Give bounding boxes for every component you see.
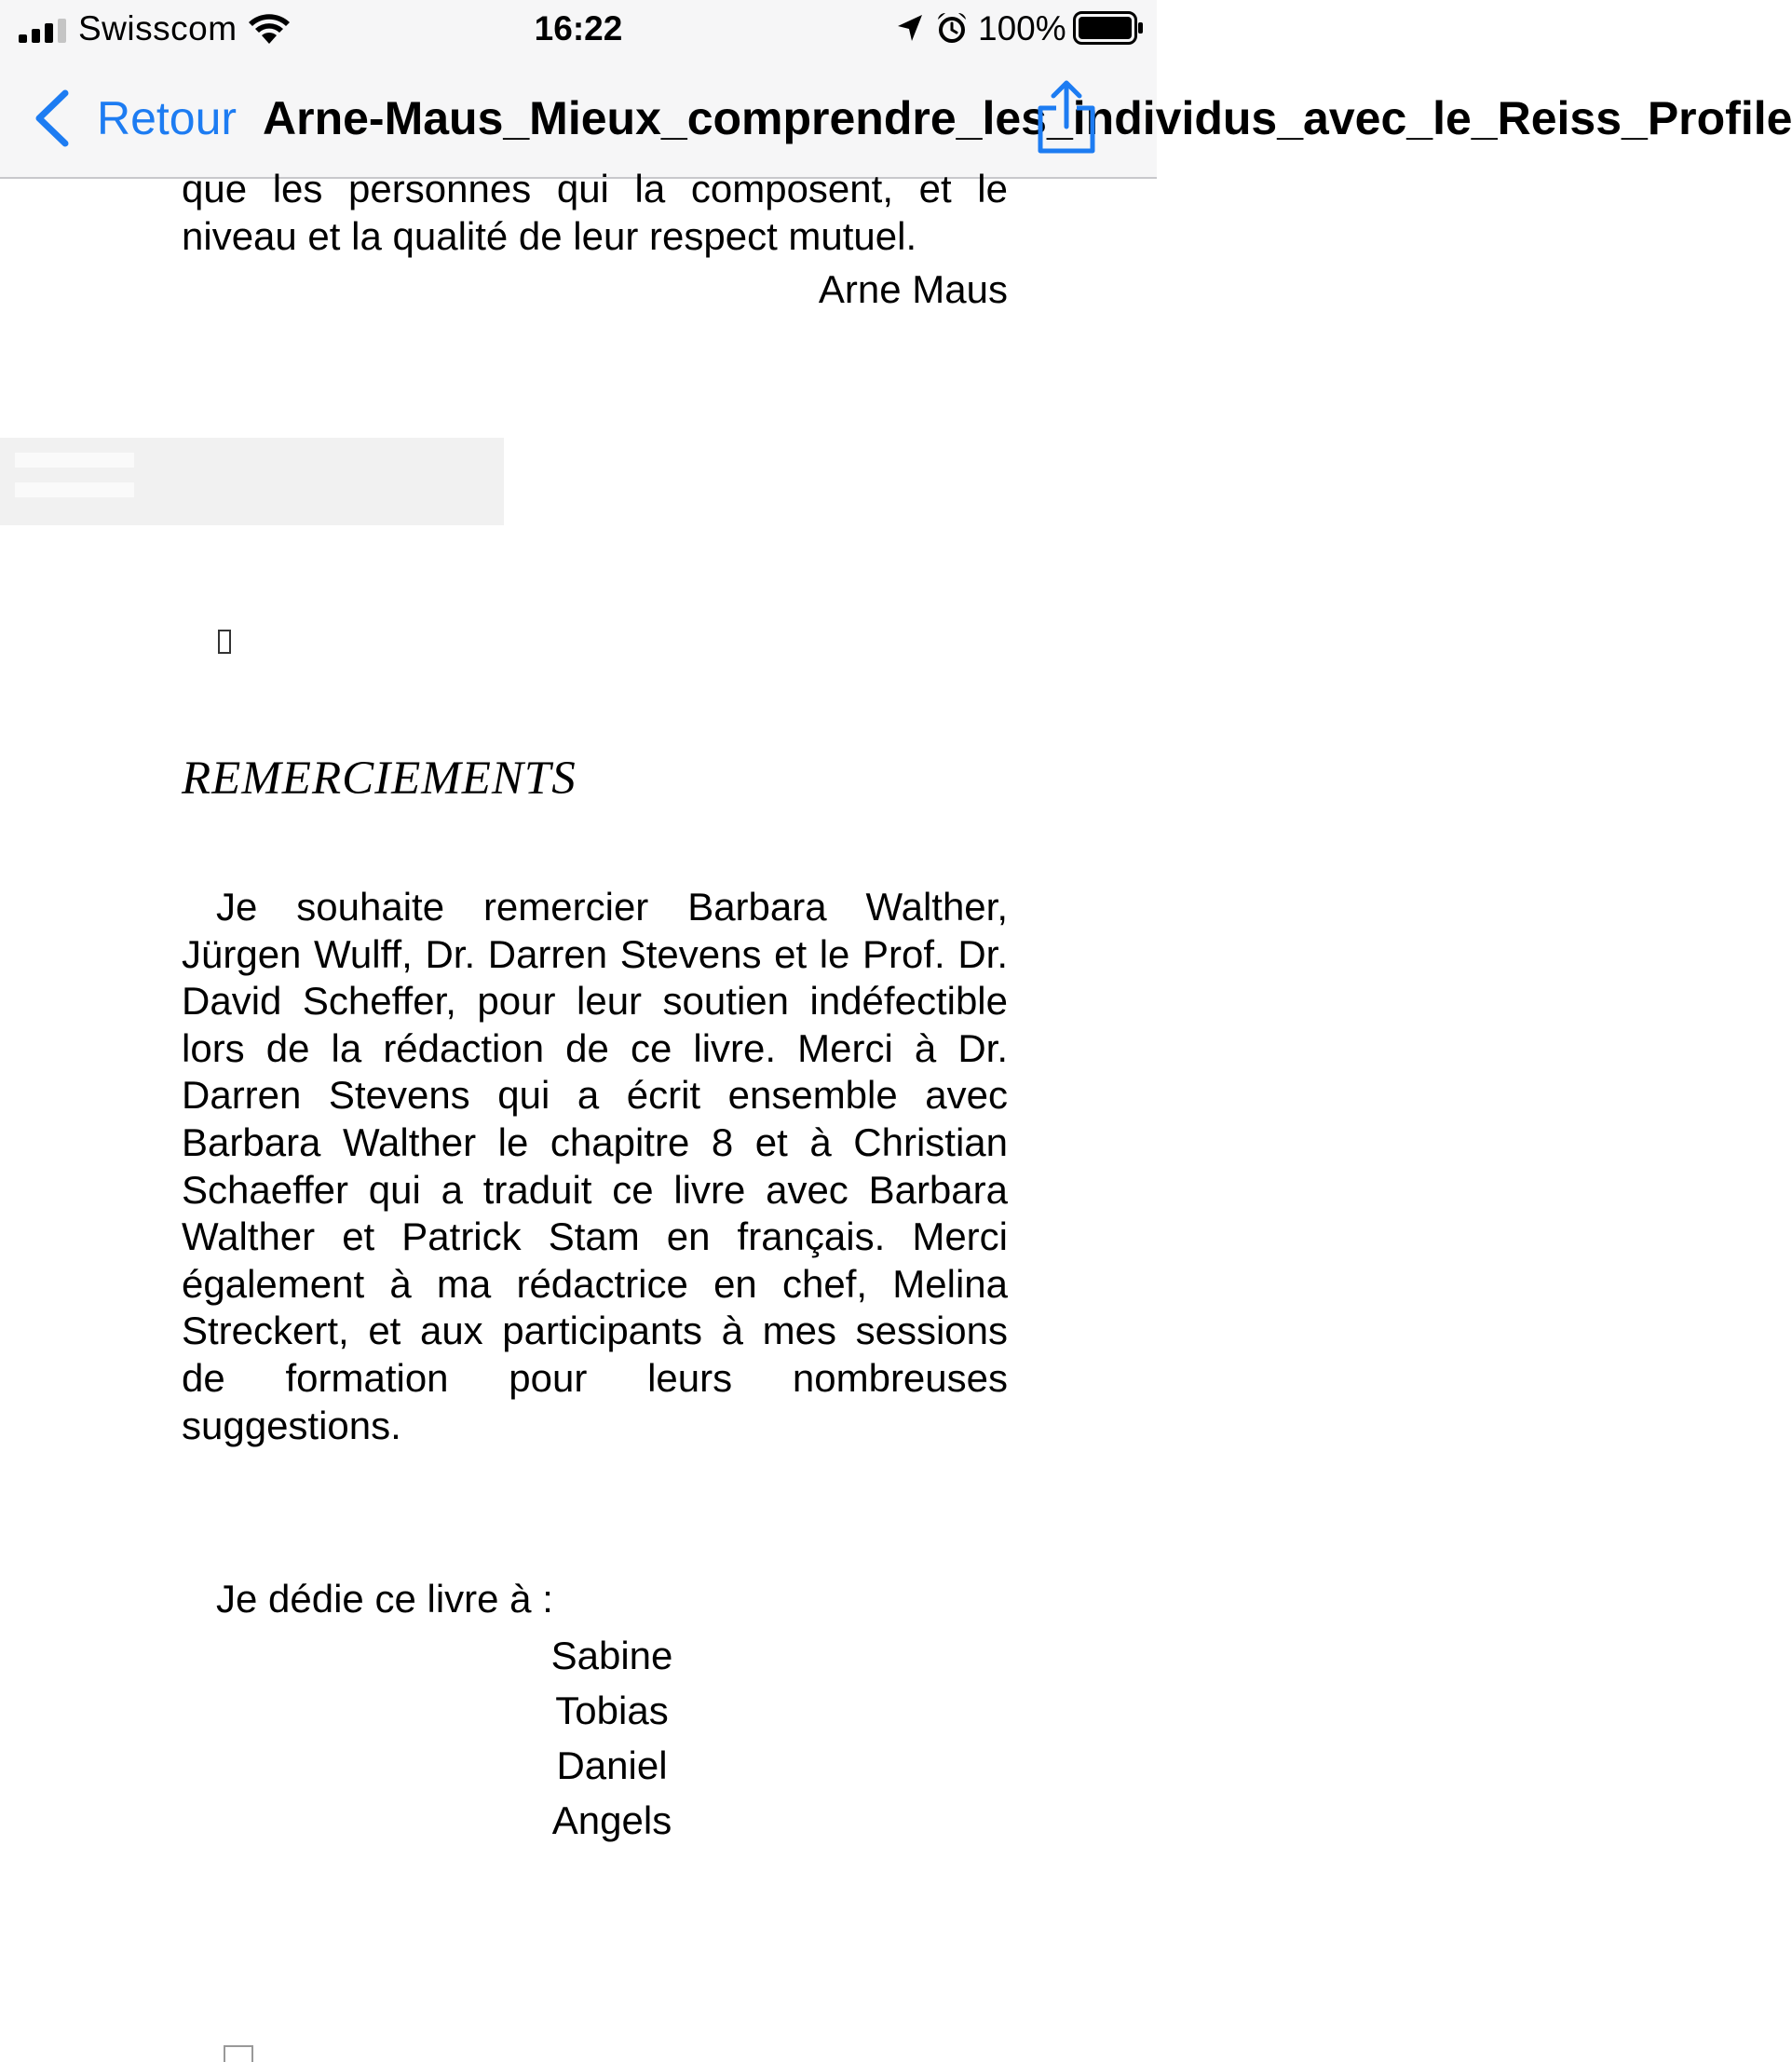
dedicatee-name: Daniel [556, 1743, 668, 1787]
location-icon [896, 13, 924, 43]
dedicatee-list [522, 1628, 702, 1848]
dedicatee-name: Angels [551, 1798, 672, 1842]
acknowledgement-paragraph: Je souhaite remercier Barbara Walther, Jürgen Wulff, Dr. Darren Stevens et le Prof. Dr. David Scheffer, pour leur soutien indéfectible lors de la rédaction de ce livre. Merci à Dr. Darren Stevens qui a écrit ensemble avec Barbara Walther le chapitre 8 et à Christian Schaeffer qui a traduit ce livre avec Barbara Walther et Patrick Stam en français. Merci également à ma rédactrice en chef, Melina Streckert, et aux participants à mes sessions de formation pour leurs nombreuses suggestions. [182, 885, 1008, 1447]
block-stripe [15, 482, 134, 497]
back-button[interactable] [34, 86, 237, 151]
missing-glyph-icon [224, 2045, 253, 2062]
chevron-left-icon [34, 89, 71, 147]
dedication-line: Je dédie ce livre à : [216, 1577, 553, 1621]
battery-icon [1073, 11, 1144, 45]
navigation-bar [0, 58, 1792, 179]
document-page[interactable] [0, 167, 1157, 2056]
battery-percent: 100% [978, 9, 1066, 47]
author-signature: Arne Maus [818, 267, 1008, 311]
block-stripe [15, 453, 134, 468]
missing-glyph-icon [218, 630, 231, 654]
dedicatee-name: Tobias [555, 1689, 669, 1732]
section-heading: REMERCIEMENTS [182, 753, 577, 805]
carrier-name: Swisscom [78, 9, 238, 47]
paragraph-continuation: que les personnes qui la composent, et le niveau et la qualité de leur respect mutuel. [182, 167, 1008, 258]
clock: 16:22 [534, 9, 623, 47]
alarm-icon [935, 11, 969, 45]
redacted-block [0, 438, 504, 525]
document-title: Arne-Maus_Mieux_comprendre_les_individus_avec_le_Reiss_Profile [263, 92, 1792, 144]
back-label: Retour [97, 92, 238, 144]
dedicatee-name: Sabine [550, 1634, 673, 1677]
status-bar [0, 0, 1157, 58]
share-icon[interactable] [1036, 80, 1097, 155]
